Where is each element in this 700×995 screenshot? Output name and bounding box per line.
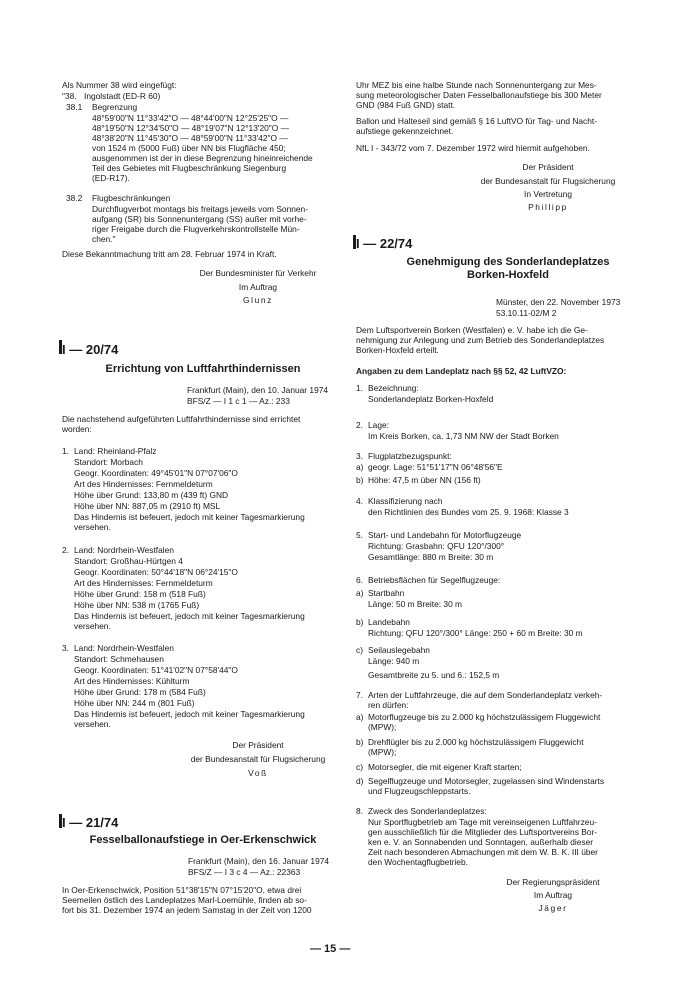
list-text: Arten der Luftfahrzeuge, die auf dem Sonderlandeplatz verkeh- [368, 690, 603, 700]
obstacle-line: Geogr. Koordinaten: 49°45'01"N 07°07'06"O [74, 468, 238, 478]
list-number: b) [356, 737, 364, 747]
list-text: (MPW); [368, 722, 397, 732]
effective-date: Diese Bekanntmachung tritt am 28. Februar 1974 in Kraft. [62, 249, 277, 259]
obstacle-line: Land: Nordrhein-Westfalen [74, 643, 174, 653]
signature-line: Der Präsident [232, 740, 284, 750]
list-text: Klassifizierung nach [368, 496, 443, 506]
obstacle-line: Standort: Großhau-Hürtgen 4 [74, 556, 183, 566]
obstacle-line: Höhe über Grund: 158 m (518 Fuß) [74, 589, 206, 599]
coord-line: 48°19'50"N 12°34'50"O — 48°19'07"N 12°13'20"O — [92, 123, 289, 133]
coord-line: (ED-R17). [92, 173, 130, 183]
signature-line: Der Regierungspräsident [506, 877, 600, 887]
list-text: Länge: 50 m Breite: 30 m [368, 599, 463, 609]
list-number: c) [356, 645, 363, 655]
list-text: gen ausschließlich für die Mitglieder des Luftsportvereins Bor- [368, 827, 598, 837]
section-body: In Oer-Erkenschwick, Position 51°38'15"N 07°15'20"O, etwa drei [62, 885, 302, 895]
list-text: den Wochentagflugbetrieb. [368, 857, 468, 867]
section-intro: worden: [62, 424, 92, 434]
list-number: 2. [356, 420, 363, 430]
obstacle-line: Art des Hindernisses: Kühlturm [74, 676, 190, 686]
list-text: Nur Sportflugbetrieb am Tage mit vereinseigenen Luftfahrzeu- [368, 817, 597, 827]
list-number: 7. [356, 690, 363, 700]
continued-text: GND (984 Fuß GND) statt. [356, 100, 456, 110]
section-body: fort bis 31. Dezember 1974 an jedem Samstag in der Zeit von 1200 [62, 905, 312, 915]
list-number: c) [356, 762, 363, 772]
list-text: Motorflugzeuge bis zu 2.000 kg höchstzulässigem Fluggewicht [368, 712, 601, 722]
list-text: Bezeichnung: [368, 383, 419, 393]
section-title: Borken-Hoxfeld [467, 269, 549, 281]
item-number: 38.1 [66, 102, 83, 112]
section-number: I — 21/74 [62, 815, 119, 830]
obstacle-line: Höhe über NN: 244 m (801 Fuß) [74, 698, 195, 708]
section-body: Seemeilen östlich des Landeplatzes Marl-Loemühle, finden ab so- [62, 895, 307, 905]
list-number: b) [356, 617, 364, 627]
section-intro: Borken-Hoxfeld erteilt. [356, 345, 439, 355]
section-number: I — 22/74 [356, 236, 413, 251]
list-text: Betriebsflächen für Segelflugzeuge: [368, 575, 501, 585]
list-text: Zweck des Sonderlandeplatzes: [368, 806, 487, 816]
obstacle-line: Höhe über Grund: 133,80 m (439 ft) GND [74, 490, 229, 500]
coord-line: von 1524 m (5000 Fuß) über NN bis Flugfläche 450; [92, 143, 286, 153]
restriction-line: aufgang (SR) bis Sonnenuntergang (SS) außer mit vorhe- [92, 214, 307, 224]
obstacle-note: versehen. [74, 621, 111, 631]
signature-line: Im Auftrag [238, 282, 278, 292]
balloon-note: aufstiege gekennzeichnet. [356, 126, 454, 136]
list-text: ren dürfen: [368, 700, 409, 710]
continued-text: sung meteorologischer Daten Fesselballonaufstiege bis 300 Meter [356, 90, 602, 100]
list-number: a) [356, 712, 364, 722]
signature-name: Voß [248, 768, 268, 778]
list-text: Länge: 940 m [368, 656, 420, 666]
signature-name: Jäger [538, 903, 568, 913]
obstacle-line: Geogr. Koordinaten: 50°44'18"N 06°24'15"O [74, 567, 238, 577]
coord-line: 48°59'00"N 11°33'42"O — 48°44'00"N 12°25'25"O — [92, 113, 289, 123]
item-number: 38.2 [66, 193, 83, 203]
list-text: Lage: [368, 420, 389, 430]
list-number: a) [356, 588, 364, 598]
signature-line: Im Auftrag [533, 890, 573, 900]
list-text: Richtung: QFU 120°/300° Länge: 250 + 60 m Breite: 30 m [368, 628, 583, 638]
section-number: I — 20/74 [62, 342, 119, 357]
list-number: 1. [356, 383, 363, 393]
balloon-note: Ballon und Halteseil sind gemäß § 16 LuftVO für Tag- und Nacht- [356, 116, 597, 126]
obstacle-line: Standort: Schmehausen [74, 654, 164, 664]
obstacle-line: Standort: Morbach [74, 457, 143, 467]
list-text: Start- und Landebahn für Motorflugzeuge [368, 530, 522, 540]
coord-line: ausgenommen ist der in diese Begrenzung hineinreichende [92, 153, 313, 163]
obstacle-note: versehen. [74, 522, 111, 532]
signature-line: der Bundesanstalt für Flugsicherung [480, 176, 616, 186]
list-text: Gesamtlänge: 880 m Breite: 30 m [368, 552, 494, 562]
section-place-date: Frankfurt (Main), den 10. Januar 1974 [187, 385, 329, 395]
list-number: 5. [356, 530, 363, 540]
list-text: Landebahn [368, 617, 410, 627]
obstacle-note: Das Hindernis ist befeuert, jedoch mit keiner Tagesmarkierung [74, 709, 305, 719]
obstacle-line: Land: Nordrhein-Westfalen [74, 545, 174, 555]
list-number: 4. [356, 496, 363, 506]
signature-line: der Bundesanstalt für Flugsicherung [190, 754, 326, 764]
item-text: Flugbeschränkungen [92, 193, 171, 203]
obstacle-line: Höhe über Grund: 178 m (584 Fuß) [74, 687, 206, 697]
obstacle-note: Das Hindernis ist befeuert, jedoch mit keiner Tagesmarkierung [74, 512, 305, 522]
section-intro: Dem Luftsportverein Borken (Westfalen) e. V. habe ich die Ge- [356, 325, 588, 335]
item-text: Ingolstadt (ED-R 60) [84, 91, 161, 101]
section-title: Fesselballonaufstiege in Oer-Erkenschwick [89, 834, 317, 846]
list-text: Seilauslegebahn [368, 645, 430, 655]
list-text: Startbahn [368, 588, 405, 598]
obstacle-line: Höhe über NN: 887,05 m (2910 ft) MSL [74, 501, 221, 511]
section-place-date: Münster, den 22. November 1973 [496, 297, 621, 307]
list-text: geogr. Lage: 51°51'17"N 06°48'56"E [368, 462, 503, 472]
list-number: 8. [356, 806, 363, 816]
section-intro: Die nachstehend aufgeführten Luftfahrthindernisse sind errichtet [62, 414, 301, 424]
signature-line: Der Bundesminister für Verkehr [199, 268, 317, 278]
list-text: (MPW); [368, 747, 397, 757]
list-number: 3. [62, 643, 69, 653]
signature-name: Phillipp [528, 202, 568, 212]
signature-line: Der Präsident [522, 162, 574, 172]
list-text: den Richtlinien des Bundes vom 25. 9. 1968: Klasse 3 [368, 507, 569, 517]
intro-line: Als Nummer 38 wird eingefügt: [62, 80, 177, 90]
list-text: Segelflugzeuge und Motorsegler, zugelassen sind Windenstarts [368, 776, 605, 786]
continued-text: Uhr MEZ bis eine halbe Stunde nach Sonnenuntergang zur Mes- [356, 80, 597, 90]
list-text: Drehflügler bis zu 2.000 kg höchstzulässigem Fluggewicht [368, 737, 584, 747]
list-number: 1. [62, 446, 69, 456]
list-text: Motorsegler, die mit eigener Kraft starten; [368, 762, 522, 772]
restriction-line: Durchflugverbot montags bis freitags jeweils vom Sonnen- [92, 204, 308, 214]
list-text: Höhe: 47,5 m über NN (156 ft) [368, 475, 481, 485]
list-number: 3. [356, 451, 363, 461]
list-text: Flugplatzbezugspunkt: [368, 451, 452, 461]
list-text: Zeit nach besonderen Abmachungen mit dem W. B. K. III über [368, 847, 598, 857]
section-reference: 53.10.11-02/M 2 [496, 308, 557, 318]
obstacle-line: Höhe über NN: 538 m (1765 Fuß) [74, 600, 200, 610]
restriction-line: chen." [92, 234, 116, 244]
obstacle-line: Art des Hindernisses: Fernmeldeturm [74, 578, 213, 588]
list-text: ken e. V. an Sonnabenden und Sonntagen, außerhalb dieser [368, 837, 594, 847]
obstacle-line: Land: Rheinland-Pfalz [74, 446, 157, 456]
section-reference: BFS/Z — I 3 c 4 — Az.: 22363 [188, 867, 301, 877]
section-title: Genehmigung des Sonderlandeplatzes [406, 256, 610, 268]
restriction-line: riger Freigabe durch die Flugverkehrskontrollstelle Mün- [92, 224, 300, 234]
list-number: a) [356, 462, 364, 472]
obstacle-line: Art des Hindernisses: Fernmeldeturm [74, 479, 213, 489]
list-number: 2. [62, 545, 69, 555]
obstacle-note: versehen. [74, 719, 111, 729]
signature-name: Glunz [243, 295, 273, 305]
coord-line: Teil des Gebietes mit Flugbeschränkung Siegenburg [92, 163, 287, 173]
list-text: Gesamtbreite zu 5. und 6.: 152,5 m [368, 670, 500, 680]
list-number: b) [356, 475, 364, 485]
section-place-date: Frankfurt (Main), den 16. Januar 1974 [188, 856, 330, 866]
list-text: Im Kreis Borken, ca. 1,73 NM NW der Stadt Borken [368, 431, 559, 441]
list-number: 6. [356, 575, 363, 585]
section-heading: Angaben zu dem Landeplatz nach §§ 52, 42 LuftVZO: [356, 366, 567, 376]
page-number: — 15 — [310, 943, 351, 955]
list-text: Sonderlandeplatz Borken-Hoxfeld [368, 394, 494, 404]
list-text: Richtung: Grasbahn: QFU 120°/300° [368, 541, 505, 551]
nfl-note: NfL I - 343/72 vom 7. Dezember 1972 wird hiermit aufgehoben. [356, 143, 590, 153]
coord-line: 48°38'20"N 11°45'30"O — 48°59'00"N 11°33'42"O — [92, 133, 288, 143]
list-number: d) [356, 776, 364, 786]
obstacle-line: Geogr. Koordinaten: 51°41'02"N 07°58'44"O [74, 665, 238, 675]
section-intro: nehmigung zur Anlegung und zum Betrieb des Sonderlandeplatzes [356, 335, 605, 345]
obstacle-note: Das Hindernis ist befeuert, jedoch mit keiner Tagesmarkierung [74, 611, 305, 621]
item-text: Begrenzung [92, 102, 138, 112]
section-reference: BFS/Z — I 1 c 1 — Az.: 233 [187, 396, 290, 406]
section-title: Errichtung von Luftfahrthindernissen [105, 363, 301, 375]
list-text: und Flugzeugschleppstarts. [368, 786, 471, 796]
signature-line: In Vertretung [524, 189, 572, 199]
item-number: "38. [62, 91, 77, 101]
